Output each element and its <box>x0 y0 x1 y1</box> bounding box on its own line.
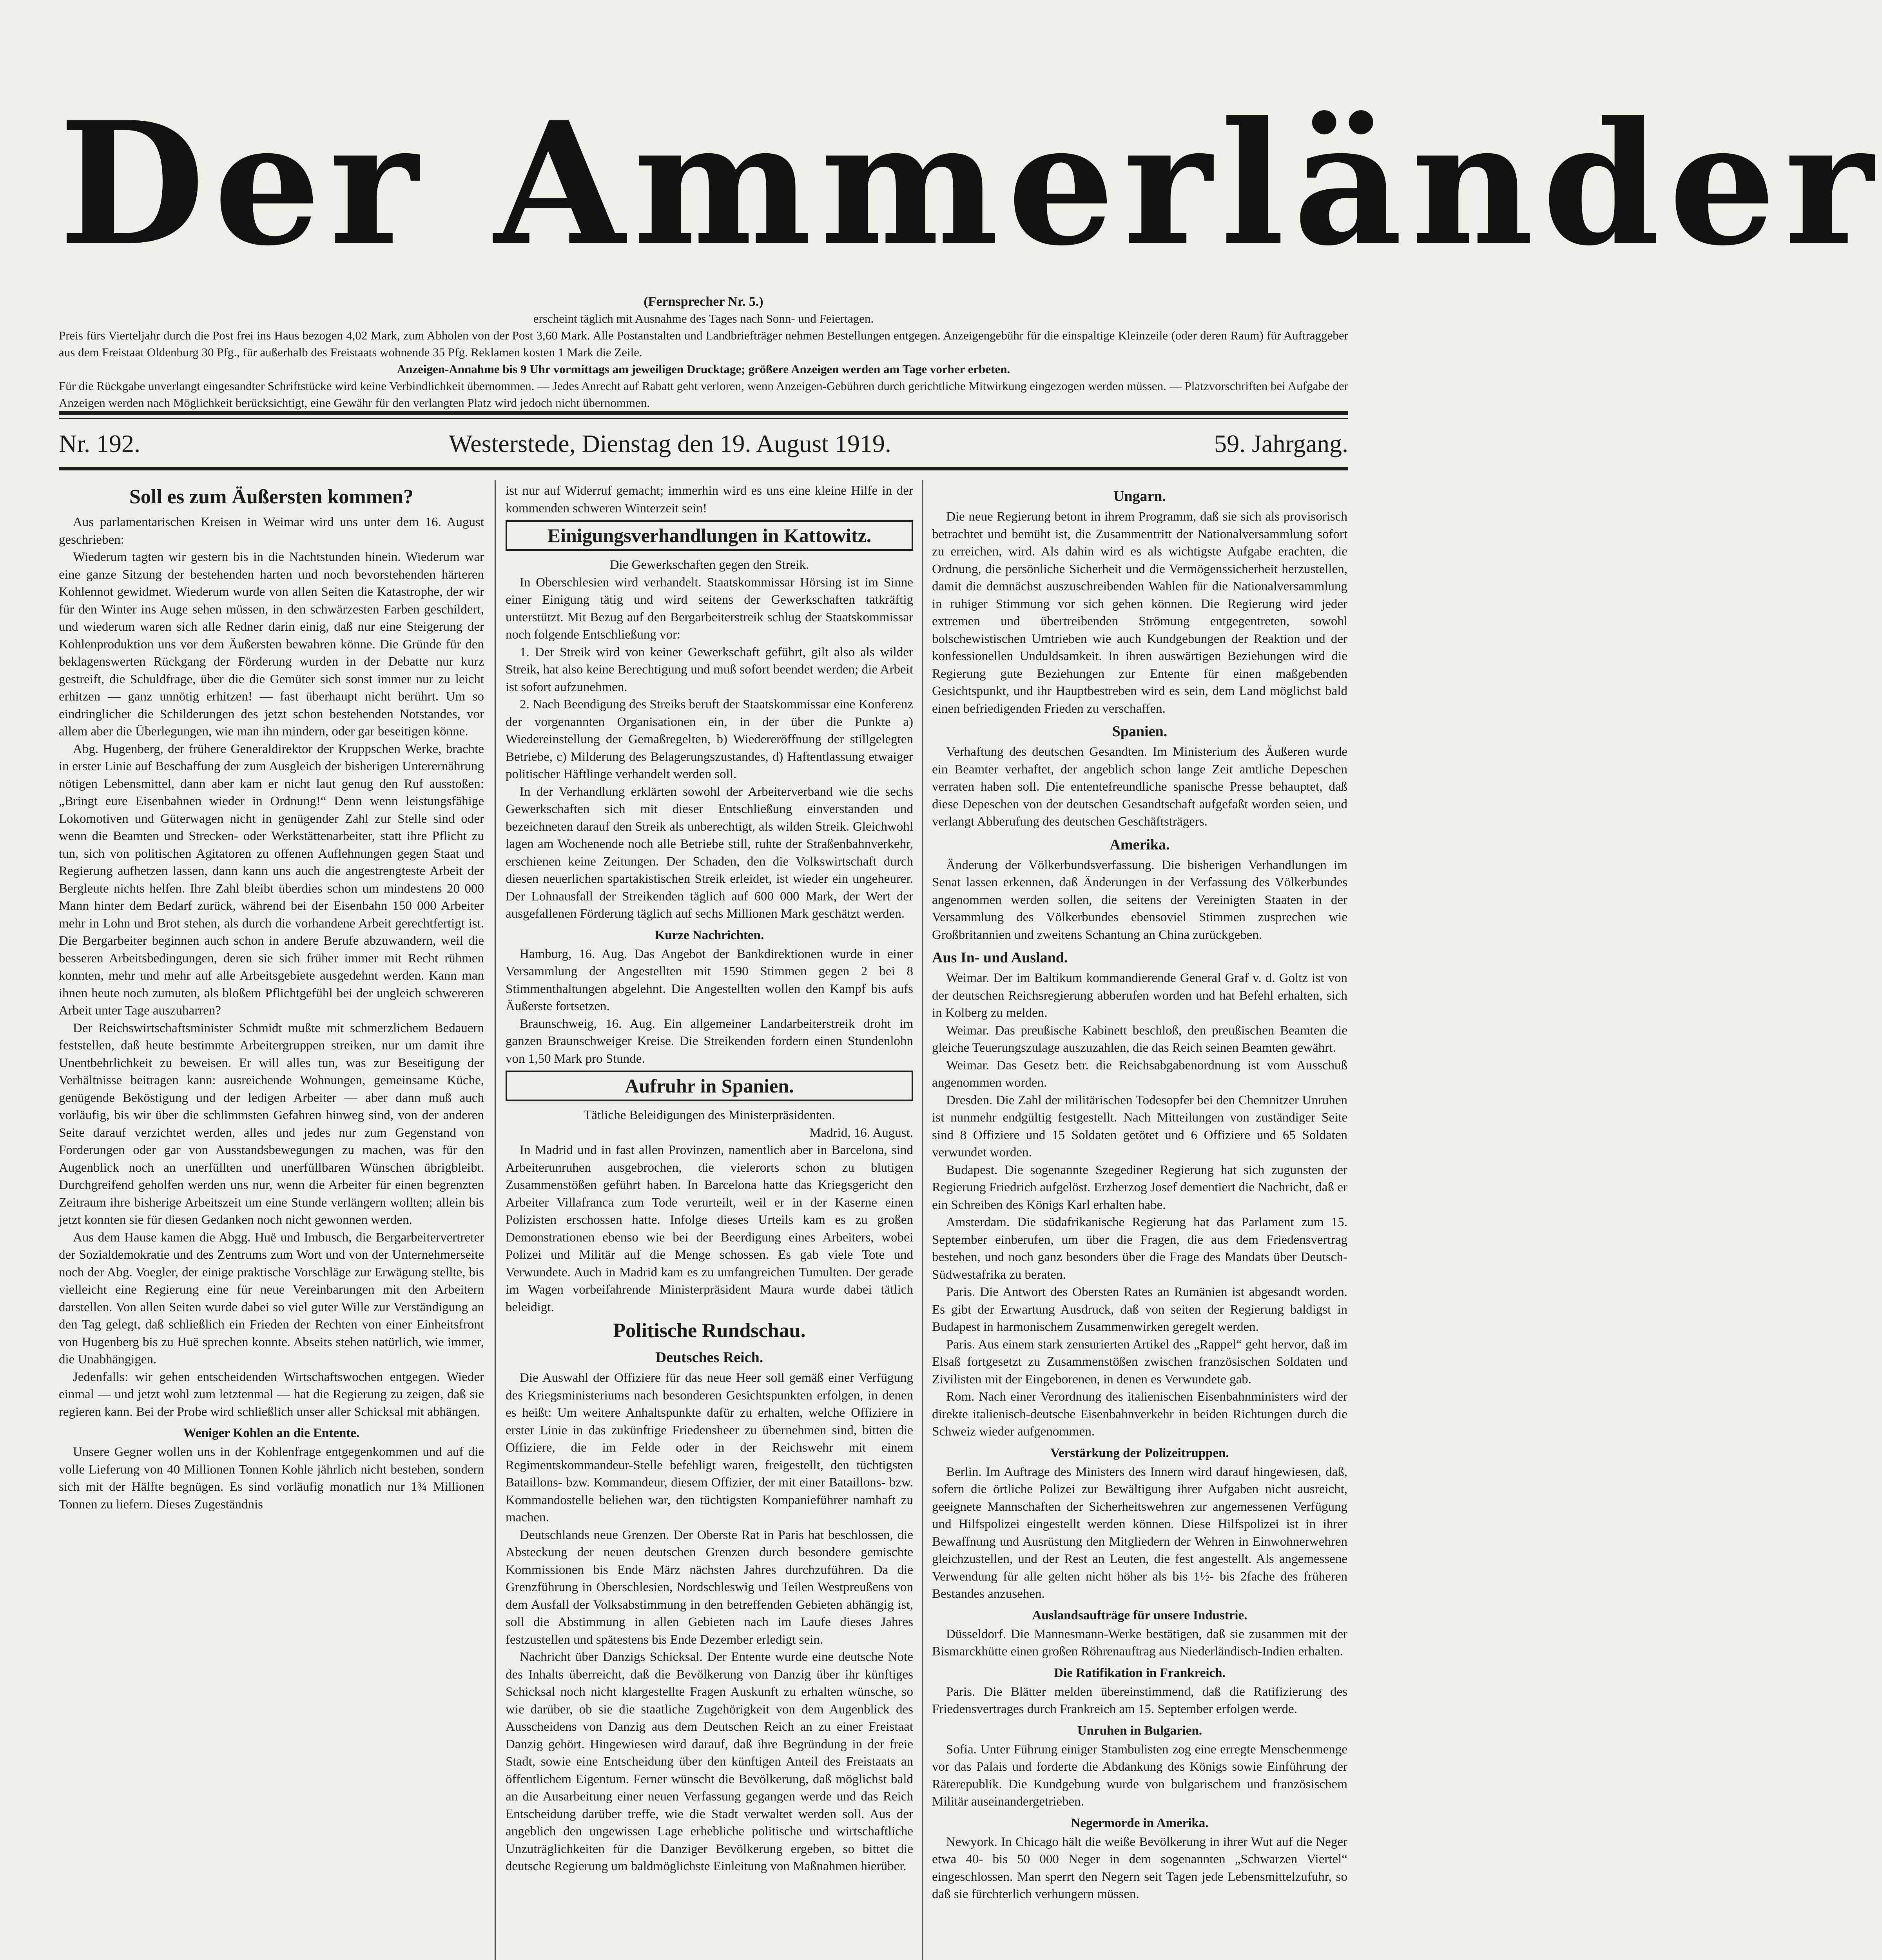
header-rule-top <box>59 411 1348 415</box>
paragraph: In Madrid und in fast allen Provinzen, namentlich aber in Barcelona, sind Arbeiterunruhen ausgebrochen, die vielerorts schon zu blutigen Zusammenstößen geführt haben. In Barcelona hatte das Kriegsgericht den Arbeiter Villafranca zum Tode verurteilt, weil er in der Kaserne einen Polizisten erschossen hatte. Infolge dieses Urteils kam es zu großen Demonstrationen ebenso wie bei der Beerdigung eines Arbeiters, wobei Polizei und Militär auf die Menge schossen. Es gab viele Tote und Verwundete. Auch in Madrid kam es zu umfangreichen Tumulten. Der gerade im Wagen vorbeifahrende Ministerpräsident Maura wurde dabei tätlich beleidigt. <box>506 1143 913 1314</box>
legal-notice: Für die Rückgabe unverlangt eingesandter Schriftstücke wird keine Verbindlichkeit übernommen. — Jedes Anrecht auf Rabatt geht verloren, wenn Anzeigen-Gebühren durch gerichtliche Mitwirkung eingezogen werden müssen. — Platzvorschriften bei Aufgabe der Anzeigen werden nach Möglichkeit berücksichtigt, eine Gewähr für den verlangten Platz wird jedoch nicht übernommen. <box>59 379 1348 410</box>
paragraph: Berlin. Im Auftrage des Ministers des Innern wird darauf hingewiesen, daß, sofern die örtliche Polizei zur Bewältigung ihrer Aufgaben nicht ausreicht, geeignete Mannschaften der Sicherheitswehren zur angemessenen Verfügung und Hilfspolizei eingestellt werden können. Diese Hilfspolizei ist in ihrer Bewaffnung und Ausrüstung den Mitgliedern der Wehren in Einwohnerwehren gleichzustellen, und der Rest an Leuten, die fest angestellt. Als angemessene Verwendung für alle gelten nicht höher als bis 1½- bis 2fache des früheren Bestandes anzusehen. <box>932 1465 1347 1601</box>
section-subheadline: Aus In- und Ausland. <box>932 949 1068 966</box>
place-date: Westerstede, Dienstag den 19. August 1919. <box>449 430 891 457</box>
paragraph: Dresden. Die Zahl der militärischen Todesopfer bei den Chemnitzer Unruhen ist nunmehr endgültig festgestellt. Nach Mitteilungen von zuständiger Seite sind 8 Offiziere und 15 Soldaten getötet und 6 Offiziere und 65 Soldaten verwundet worden. <box>932 1093 1347 1160</box>
subheading: Auslandsaufträge für unsere Industrie. <box>1032 1608 1247 1622</box>
section-subheadline: Spanien. <box>1112 723 1168 740</box>
column-3 <box>932 482 1347 1960</box>
column-divider <box>495 480 496 1960</box>
paragraph: Aus parlamentarischen Kreisen in Weimar wird uns unter dem 16. August geschrieben: <box>59 515 484 547</box>
paragraph: Wiederum tagten wir gestern bis in die Nachtstunden hinein. Wiederum war eine ganze Sitzung der bestehenden harten und noch bevorstehenden härteren Kohlennot gewidmet. Wiederum wurde von allen Seiten die Katastrophe, der wir für den Winter ins Auge sehen müssen, in den schwärzesten Farben geschildert, und wiederum waren sich alle Redner darin einig, daß nur eine Steigerung der Kohlenproduktion uns vor dem Äußersten bewahren könne. Die Gründe für den beklagenswerten Rückgang der Förderung wurden in der Debatte nur kurz gestreift, die Schuldfrage, über die die Gemüter sich sonst immer nur zu leicht erhitzen — ganz unnötig erhitzen! — fast überhaupt nicht berührt. Um so eindringlicher die Schilderungen des jetzt schon bestehenden Notstandes, vor allem aber die Überlegungen, wie man ihn mindern, oder gar beseitigen könne. <box>59 550 484 739</box>
article-headline: Aufruhr in Spanien. <box>625 1075 794 1097</box>
article-headline: Einigungsverhandlungen in Kattowitz. <box>547 524 872 546</box>
paragraph: Paris. Die Blätter melden übereinstimmend, daß die Ratifizierung des Friedensvertrages durch Frankreich am 15. September erfolgen werde. <box>932 1684 1347 1716</box>
paragraph: 2. Nach Beendigung des Streiks beruft der Staatskommissar eine Konferenz der vorgenannten Organisationen ein, in der über die Punkte a) Wiedereinstellung der Gemaßregelten, b) Wiedereröffnung der stillgelegten Betriebe, c) Milderung des Belagerungszustandes, d) Haftentlassung etwaiger politischer Häftlinge verhandelt werden soll. <box>506 697 913 781</box>
paragraph: Änderung der Völkerbundsverfassung. Die bisherigen Verhandlungen im Senat lassen erkennen, daß Änderungen in der Verfassung des Völkerbundes angenommen werden sollen, die seitens der Vereinigten Staaten in der Versammlung des Völkerbundes ebensoviel Stimmen zusprechen wie Großbritannien und zweitens Schantung an China zurückgeben. <box>932 858 1347 942</box>
paragraph: Hamburg, 16. Aug. Das Angebot der Bankdirektionen wurde in einer Versammlung der Angestellten mit 1590 Stimmen gegen 2 bei 8 Stimmenthaltungen abgelehnt. Die Angestellten wollen den Kampf bis aufs Äußerste fortsetzen. <box>506 947 913 1013</box>
paragraph: Unsere Gegner wollen uns in der Kohlenfrage entgegenkommen und auf die volle Lieferung von 40 Millionen Tonnen Kohle jährlich nicht bestehen, sondern sich mit der Hälfte begnügen. Es sind vorläufig monatlich nur 1¾ Millionen Tonnen zu liefern. Dieses Zugeständnis <box>59 1445 484 1512</box>
subheading: Die Ratifikation in Frankreich. <box>1054 1666 1226 1680</box>
section-headline: Politische Rundschau. <box>613 1319 806 1342</box>
paragraph: Deutschlands neue Grenzen. Der Oberste Rat in Paris hat beschlossen, die Absteckung der neuen deutschen Grenzen durch besondere gemischte Kommissionen bis Ende März nächsten Jahres durchzuführen. Da die Grenzführung in Oberschlesien, Nordschleswig und Teilen Westpreußens von dem Ausfall der Volksabstimmung in den betreffenden Gebieten abhängig ist, soll die Abstimmung in allen Gebieten nach im Laufe dieses Jahres festzustellen und spätestens bis Ende Dezember erledigt sein. <box>506 1528 913 1647</box>
subheading: Verstärkung der Polizeitruppen. <box>1050 1446 1229 1460</box>
paragraph: In Oberschlesien wird verhandelt. Staatskommissar Hörsing ist im Sinne einer Einigung tätig und wird seitens der Gewerkschaften tatkräftig unterstützt. Mit Bezug auf den Bergarbeiterstreik schlug der Staatskommissar noch folgende Entschließung vor: <box>506 575 913 642</box>
paragraph: Budapest. Die sogenannte Szegediner Regierung hat sich zugunsten der Regierung Friedrich aufgelöst. Erzherzog Josef dementiert die Nachricht, daß er ein Schreiben des Königs Karl erhalten habe. <box>932 1163 1347 1212</box>
dateline <box>59 428 1348 459</box>
paragraph: Weimar. Das preußische Kabinett beschloß, den preußischen Beamten die gleiche Teuerungszulage auszuzahlen, die das Reich seinen Beamten gewährt. <box>932 1023 1347 1055</box>
paragraph: Newyork. In Chicago hält die weiße Bevölkerung in ihrer Wut auf die Neger etwa 40- bis 50 000 Neger in dem sogenannten „Schwarzen Viertel“ eingeschlossen. Man sperrt den Negern seit Tagen jede Lebensmittelzufuhr, so daß sie fürchterlich verhungern müssen. <box>932 1835 1347 1901</box>
paragraph: 1. Der Streik wird von keiner Gewerkschaft geführt, gilt also als wilder Streik, hat also keine Berechtigung und muß sofort beendet werden; die Arbeit ist sofort aufzunehmen. <box>506 645 913 694</box>
column-2 <box>506 482 913 1960</box>
subheading: Negermorde in Amerika. <box>1071 1816 1209 1830</box>
column-1 <box>59 482 484 1960</box>
phone-line: (Fernsprecher Nr. 5.) <box>644 294 763 309</box>
column-divider <box>922 480 923 1960</box>
paragraph: Verhaftung des deutschen Gesandten. Im Ministerium des Äußeren wurde ein Beamter verhaftet, der angeblich schon lange Zeit amtliche Depeschen verraten haben soll. Die ententefreundliche spanische Presse behauptet, daß diese Depeschen von der deutschen Gesandtschaft aufgefaßt worden seien, und verlangt Abberufung des deutschen Geschäftsträgers. <box>932 745 1347 829</box>
paragraph: Jedenfalls: wir gehen entscheidenden Wirtschaftswochen entgegen. Wieder einmal — und jetzt wohl zum letztenmal — hat die Regierung zu zeigen, daß sie regieren kann. Bei der Probe wird schließlich unser aller Schicksal mit abhängen. <box>59 1370 484 1419</box>
paragraph: Nachricht über Danzigs Schicksal. Der Entente wurde eine deutsche Note des Inhalts überreicht, daß die Bevölkerung von Danzig über ihr künftiges Schicksal noch nicht klargestellte Fragen Auskunft zu erhalten wünsche, so wie darüber, ob sie die staatliche Zugehörigkeit von dem Augenblick des Ausscheidens von Danzig aus dem Deutschen Reich an zu einer Freistaat Danzig gehört. Hingewiesen wird darauf, daß ihre Begründung in der freie Stadt, sowie eine Entscheidung über den künftigen Anteil des Freistaats an öffentlichem Eigentum. Ferner wünscht die Bevölkerung, daß möglichst bald an die Ausarbeitung einer neuen Verfassung gegangen werde und das Reich Entscheidung darüber treffe, wie die Stadt verwaltet werden soll. Aus der angeblich den ungewissen Lage erhebliche politische und wirtschaftliche Unzuträglichkeiten für die Danziger Bevölkerung ergeben, so bittet die deutsche Regierung um baldmöglichste Einleitung von Maßnahmen hierüber. <box>506 1650 913 1873</box>
paragraph: Weimar. Das Gesetz betr. die Reichsabgabenordnung ist vom Ausschuß angenommen worden. <box>932 1058 1347 1090</box>
paragraph: Weimar. Der im Baltikum kommandierende General Graf v. d. Goltz ist von der deutschen Reichsregierung abberufen worden und hat Befehl erhalten, sich in Kolberg zu melden. <box>932 971 1347 1020</box>
header-rule-thin <box>59 418 1348 419</box>
newspaper-masthead: Der Ammerländer <box>59 85 1882 283</box>
paragraph: Sofia. Unter Führung einiger Stambulisten zog eine erregte Menschenmenge vor das Palais und forderte die Abdankung des Königs sowie Einführung der Räterepublik. Die Kundgebung wurde von bulgarischem und französischem Militär auseinandergetrieben. <box>932 1742 1347 1809</box>
section-subheadline: Deutsches Reich. <box>655 1349 763 1366</box>
paragraph: In der Verhandlung erklärten sowohl der Arbeiterverband wie die sechs Gewerkschaften sich mit dieser Entschließung einverstanden und bezeichneten darauf den Streik als unberechtigt, als wilden Streik. Gleichwohl lagen am Wochenende noch alle Betriebe still, ruhte der Straßenbahnverkehr, erschienen keine Zeitungen. Der Schaden, den die Volkswirtschaft durch diesen neuerlichen spartakistischen Streik erleidet, ist wieder ein ungeheurer. Der Lohnausfall der Streikenden täglich auf 600 000 Mark, der Wert der ausgefallenen Förderung täglich auf sechs Millionen Mark geschätzt werden. <box>506 784 913 921</box>
paragraph: Aus dem Hause kamen die Abgg. Huë und Imbusch, die Bergarbeitervertreter der Sozialdemokratie und des Zentrums zum Wort und von der Unternehmerseite noch der Abg. Voegler, der einige praktische Vorschläge zur Erwägung stellte, bis vielleicht eine Regierung eine für neue Vereinbarungen mit den Arbeitern darstellen. Von allen Seiten wurde dabei so viel guter Wille zur Verständigung an den Tag gelegt, daß schließlich ein Frieden der Rechten von einer Einheitsfront von Hugenberg bis zu Huë sprechen konnte. Abseits stehen natürlich, wie immer, die Unabhängigen. <box>59 1230 484 1367</box>
subheading: Unruhen in Bulgarien. <box>1077 1723 1202 1738</box>
subheading: Kurze Nachrichten. <box>655 928 764 942</box>
subscription-prices: Preis fürs Vierteljahr durch die Post frei ins Haus bezogen 4,02 Mark, zum Abholen von der Post 3,60 Mark. Alle Postanstalten und Landbriefträger nehmen Bestellungen entgegen. Anzeigengebühr für die einspaltige Kleinzeile (oder deren Raum) für Auftraggeber aus dem Freistaat Oldenburg 30 Pfg., für außerhalb des Freistaats wohnende 35 Pfg. Reklamen kosten 1 Mark die Zeile. <box>59 328 1348 359</box>
paragraph: Abg. Hugenberg, der frühere Generaldirektor der Kruppschen Werke, brachte in erster Linie auf Beschaffung der zum Ausgleich der bisherigen Unterernährung nötigen Lebensmittel, dann aber kam er nicht laut genug den Ruf ausstoßen: „Bringt eure Eisenbahnen wieder in Ordnung!“ Denn wenn leistungsfähige Lokomotiven und Güterwagen nicht in genügender Zahl zur Stelle sind oder wenn die Beamten und Strecken- oder Werkstättenarbeiter, statt ihre Pflicht zu tun, sich von politischen Agitatoren zu offenen Auflehnungen gegen Staat und Regierung aufhetzen lassen, dann kann uns auch die angestrengteste Arbeit der Bergleute nichts helfen. Ihre Zahl bleibt überdies schon um mindestens 20 000 Mann hinter dem Bedarf zurück, während bei der Eisenbahn 150 000 Arbeiter mehr in Lohn und Brot stehen, als durch die vorhandene Arbeit gerechtfertigt ist. Die Bergarbeiter beginnen auch schon in andere Berufe abzuwandern, weil die besseren Arbeitsbedingungen, deren sie sich früher immer mit Recht rühmen konnten, mehr und mehr auf alle Arbeitsgebiete ausgedehnt werden. Kann man ihnen heute noch zumuten, als bloßem Pflichtgefühl bei der ungleich schwereren Arbeit unter Tage auszuharren? <box>59 742 484 1018</box>
ad-deadline: Anzeigen-Annahme bis 9 Uhr vormittags am jeweiligen Drucktage; größere Anzeigen werden am Tage vorher erbeten. <box>397 362 1010 376</box>
paragraph: Die neue Regierung betont in ihrem Programm, daß sie sich als provisorisch betrachtet und bemüht ist, die Zusammentritt der Nationalversammlung sofort zu erreichen, wird. Als dahin wird es als wichtigste Aufgabe erachten, die Ordnung, die persönliche Sicherheit und die Vermögenssicherheit herzustellen, damit die demnächst auszuschreibenden Wahlen für die Nationalversammlung in ruhiger Stimmung vor sich gehen können. Die Regierung wird jeder extremen und übertreibenden Strömung entgegentreten, sowohl bolschewistischen Umtrieben wie auch Kundgebungen der Reaktion und der konfessionellen Unduldsamkeit. In ihren auswärtigen Beziehungen wird die Regierung gute Beziehungen zur Entente für einen maßgebenden Gesichtspunkt, und ihr Hauptbestreben wird es sein, dem Land möglichst bald einen befriedigenden Frieden zu verschaffen. <box>932 510 1347 716</box>
publication-info <box>59 293 1348 411</box>
section-subheadline: Ungarn. <box>1113 488 1166 505</box>
issue-number: Nr. 192. <box>59 430 140 457</box>
paragraph: Rom. Nach einer Verordnung des italienischen Eisenbahnministers wird der direkte italienisch-deutsche Eisenbahnverkehr in beiden Richtungen durch die Schweiz wieder aufgenommen. <box>932 1390 1347 1439</box>
subheading: Die Gewerkschaften gegen den Streik. <box>609 558 809 572</box>
paragraph: Die Auswahl der Offiziere für das neue Heer soll gemäß einer Verfügung des Kriegsministeriums nach besonderen Gesichtspunkten erfolgen, in denen es heißt: Um weitere Anhaltspunkte dafür zu erhalten, welche Offiziere in erster Linie in das zukünftige Friedensheer zu übernehmen sind, bitten die Offiziere, die im Felde oder in der Reichswehr mit einem Regimentskommandeur-Stelle befehligt waren, freigestellt, den tüchtigsten Bataillons- bzw. Kommandeur, diesem Offizier, der mit einer Bataillons- bzw. Kommandostelle beliehen war, den tüchtigsten Kompanieführer namhaft zu machen. <box>506 1371 913 1524</box>
paragraph: ist nur auf Widerruf gemacht; immerhin wird es uns eine kleine Hilfe in der kommenden schweren Winterzeit sein! <box>506 484 913 515</box>
paragraph: Paris. Die Antwort des Obersten Rates an Rumänien ist abgesandt worden. Es gibt der Erwartung Ausdruck, daß von seiten der Regierung baldigst in Budapest in harmonischem Zusammenwirken geregelt werden. <box>932 1285 1347 1334</box>
paragraph: Der Reichswirtschaftsminister Schmidt mußte mit schmerzlichem Bedauern feststellen, daß heute bestimmte Arbeitergruppen streiken, nur um damit ihre Unentbehrlichkeit zu beweisen. Er will alles tun, was zur Beseitigung der Verhältnisse beitragen kann: ausreichende Wohnungen, gemeinsame Küche, genügende Beköstigung und der ledigen Arbeiter — aber dann muß auch vorläufig, bis wir über die schlimmsten Gefahren hinweg sind, von der anderen Seite darauf verzichtet werden, alles und jedes nur zum Gegenstand von Forderungen oder gar von Ausstandsbewegungen zu machen, was für den Augenblick noch an unerfüllten und unerfüllbaren Wünschen übrigbleibt. Durchgreifend geholfen werden uns nur, wenn die Arbeiter für einen begrenzten Zeitraum ihre bisherige Arbeitszeit um eine Stunde verlängern wollten; allein bis jetzt konnten sie für diesen Gedanken noch nicht gewonnen werden. <box>59 1021 484 1227</box>
paragraph: Amsterdam. Die südafrikanische Regierung hat das Parlament zum 15. September einberufen, um über die Fragen, die aus dem Friedensvertrag bestehen, und noch ganz besonders über die Frage des Mandats über Deutsch-Südwestafrika zu beraten. <box>932 1215 1347 1282</box>
paragraph: Paris. Aus einem stark zensurierten Artikel des „Rappel“ geht hervor, daß im Elsaß fortgesetzt zu Zusammenstößen zwischen französischen Soldaten und Zivilisten mit der Eingeborenen, in denen es Verwundete gab. <box>932 1337 1347 1387</box>
article-headline: Soll es zum Äußersten kommen? <box>129 486 414 508</box>
boxed-headline <box>506 1071 913 1101</box>
boxed-headline <box>506 520 913 551</box>
section-subheadline: Amerika. <box>1110 836 1170 853</box>
subheading: Weniger Kohlen an die Entente. <box>183 1426 360 1440</box>
publication-schedule: erscheint täglich mit Ausnahme des Tages nach Sonn- und Feiertagen. <box>533 312 874 325</box>
subheading: Tätliche Beleidigungen des Ministerpräsidenten. <box>584 1108 835 1122</box>
place-date: Madrid, 16. August. <box>809 1125 913 1140</box>
volume-year: 59. Jahrgang. <box>1214 430 1348 457</box>
paragraph: Düsseldorf. Die Mannesmann-Werke bestätigen, daß sie zusammen mit der Bismarckhütte einen großen Röhrenauftrag aus Niederländisch-Indien erhalten. <box>932 1627 1347 1659</box>
paragraph: Braunschweig, 16. Aug. Ein allgemeiner Landarbeiterstreik droht im ganzen Braunschweiger Kreise. Die Streikenden fordern einen Stundenlohn von 1,50 Mark pro Stunde. <box>506 1016 913 1066</box>
dateline-rule <box>59 467 1348 470</box>
